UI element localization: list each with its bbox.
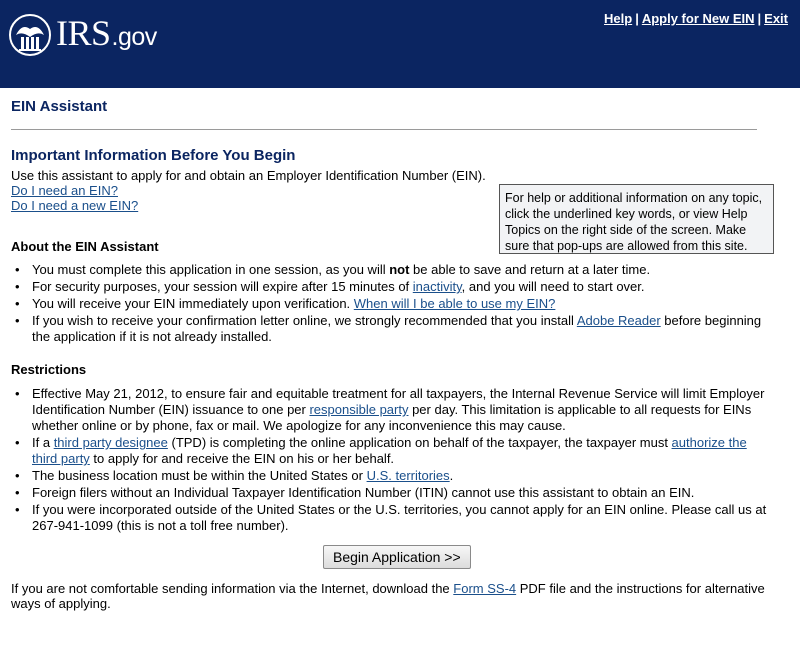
form-ss4-link[interactable]: Form SS-4 <box>453 581 517 596</box>
apply-new-ein-link[interactable]: Apply for New EIN <box>641 11 755 26</box>
page-title: EIN Assistant <box>11 98 108 115</box>
begin-application-button[interactable]: Begin Application >> <box>323 545 471 569</box>
important-info-heading: Important Information Before You Begin <box>11 147 296 164</box>
list-item: • If a third party designee (TPD) is completing the online application on behalf of the taxpayer, the taxpayer must authorize the third party to apply for and receive the EIN on his or her behalf. <box>11 435 771 467</box>
list-item: • If you were incorporated outside of the United States or the U.S. territories, you cannot apply for an EIN online. Please call us at 267-941-1099 (this is not a toll free number). <box>11 502 771 534</box>
need-ein-link[interactable]: Do I need an EIN? <box>11 183 118 198</box>
irs-eagle-icon <box>8 13 52 57</box>
about-list <box>11 262 771 346</box>
list-item: • Effective May 21, 2012, to ensure fair and equitable treatment for all taxpayers, the Internal Revenue Service will limit Employer Identification Number (EIN) issuance to one per responsible party per day. This limitation is applicable to all requests for EINs whether online or by phone, fax or mail. We apologize for any inconvenience this may cause. <box>11 386 771 434</box>
top-nav <box>604 11 788 26</box>
divider <box>11 129 757 130</box>
inactivity-link[interactable]: inactivity <box>412 279 462 294</box>
list-item: • You must complete this application in one session, as you will not be able to save and return at a later time. <box>11 262 771 278</box>
nav-separator: | <box>635 11 639 26</box>
third-party-designee-link[interactable]: third party designee <box>53 435 168 450</box>
list-item: • Foreign filers without an Individual Taxpayer Identification Number (ITIN) cannot use this assistant to obtain an EIN. <box>11 485 771 501</box>
help-info-box: For help or additional information on any topic, click the underlined key words, or view Help Topics on the right side of the screen. Make sure that pop-ups are allowed from this site. <box>499 184 774 254</box>
responsible-party-link[interactable]: responsible party <box>309 402 409 417</box>
intro-block <box>11 168 486 213</box>
list-item: • You will receive your EIN immediately upon verification. When will I be able to use my EIN? <box>11 296 771 312</box>
exit-link[interactable]: Exit <box>764 11 788 26</box>
help-link[interactable]: Help <box>604 11 633 26</box>
irs-logo[interactable] <box>8 12 157 58</box>
footer-note: If you are not comfortable sending information via the Internet, download the Form SS-4 PDF file and the instructions for alternative ways of applying. <box>11 581 765 611</box>
use-ein-link[interactable]: When will I be able to use my EIN? <box>353 296 556 311</box>
about-heading: About the EIN Assistant <box>11 239 159 254</box>
us-territories-link[interactable]: U.S. territories <box>366 468 450 483</box>
authorize-third-party-link[interactable]: authorize the third party <box>32 435 747 466</box>
list-item: • If you wish to receive your confirmation letter online, we strongly recommended that you install Adobe Reader before beginning the application if it is not already installed. <box>11 313 771 345</box>
need-new-ein-link[interactable]: Do I need a new EIN? <box>11 198 139 213</box>
list-item: • For security purposes, your session will expire after 15 minutes of inactivity, and you will need to start over. <box>11 279 771 295</box>
restrictions-list <box>11 386 771 535</box>
list-item: • The business location must be within the United States or U.S. territories. <box>11 468 771 484</box>
restrictions-heading: Restrictions <box>11 362 87 377</box>
begin-wrap <box>323 545 471 569</box>
intro-text: Use this assistant to apply for and obtain an Employer Identification Number (EIN). <box>11 168 486 183</box>
adobe-reader-link[interactable]: Adobe Reader <box>576 313 661 328</box>
header-bar <box>0 0 800 88</box>
logo-wordmark: IRS.gov <box>56 13 157 53</box>
nav-separator: | <box>757 11 762 26</box>
